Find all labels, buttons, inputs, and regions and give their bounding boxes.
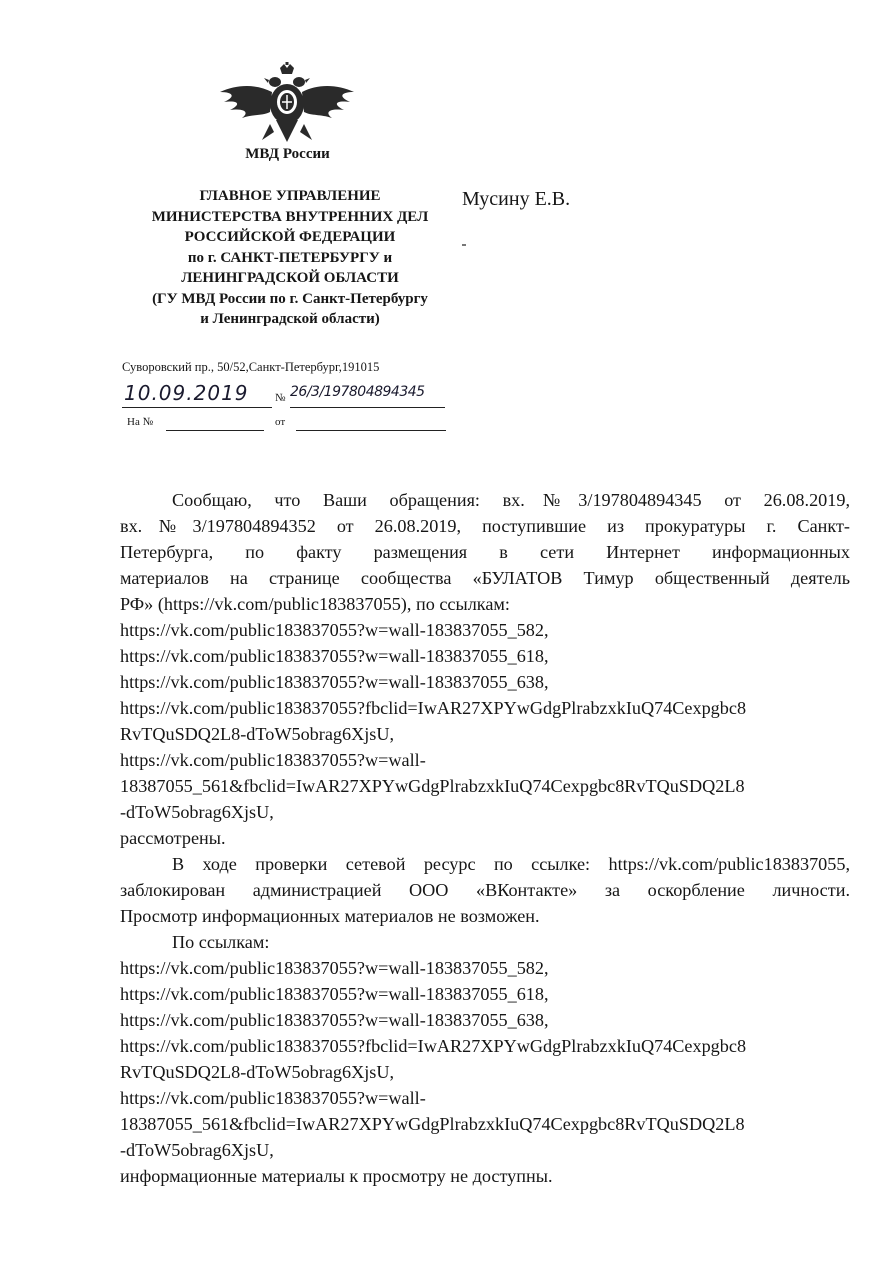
body-line: Просмотр информационных материалов не возможен. — [120, 906, 540, 926]
ministry-line: (ГУ МВД России по г. Санкт-Петербургу — [152, 290, 428, 307]
body-line: заблокирован администрацией ООО «ВКонтакте» за оскорбление личности. — [120, 880, 850, 900]
ministry-line: РОССИЙСКОЙ ФЕДЕРАЦИИ — [184, 229, 396, 245]
body-link: https://vk.com/public183837055?w=wall- — [120, 1088, 426, 1108]
body-link: https://vk.com/public183837055?w=wall-183837055_582, — [120, 620, 549, 640]
body-link: https://vk.com/public183837055?w=wall-183837055_618, — [120, 646, 549, 666]
ministry-line: и Ленинградской области) — [200, 311, 380, 327]
number-label: № — [275, 392, 286, 404]
body-link: RvTQuSDQ2L8-dToW5obrag6XjsU, — [120, 724, 395, 744]
ministry-line: МИНИСТЕРСТВА ВНУТРЕННИХ ДЕЛ — [151, 208, 429, 225]
ministry-line: ГЛАВНОЕ УПРАВЛЕНИЕ — [199, 188, 381, 204]
body-link: https://vk.com/public183837055?w=wall-183837055_582, — [120, 958, 549, 978]
body-line: материалов на странице сообщества «БУЛАТОВ Тимур общественный деятель — [120, 568, 850, 588]
body-link: https://vk.com/public183837055?w=wall- — [120, 750, 426, 770]
agency-name: МВД России — [245, 146, 330, 162]
body-link: 18387055_561&fbclid=IwAR27XPYwGdgPlrabzxkIuQ74Cexpgbc8RvTQuSDQ2L8 — [120, 776, 745, 796]
body-line: Петербурга, по факту размещения в сети Интернет информационных — [120, 542, 850, 562]
body-link: https://vk.com/public183837055?w=wall-183837055_618, — [120, 984, 549, 1004]
letter-date: 10.09.2019 — [124, 381, 249, 405]
body-line: рассмотрены. — [120, 828, 226, 848]
letter-number: 26/3/197804894345 — [290, 384, 425, 400]
body-link: https://vk.com/public183837055?fbclid=IwAR27XPYwGdgPlrabzxkIuQ74Cexpgbc8 — [120, 1036, 747, 1056]
body-link: 18387055_561&fbclid=IwAR27XPYwGdgPlrabzxkIuQ74Cexpgbc8RvTQuSDQ2L8 — [120, 1114, 745, 1134]
sender-address: Суворовский пр., 50/52,Санкт-Петербург,191015 — [122, 360, 380, 374]
ministry-name-block — [120, 186, 460, 330]
body-link: -dToW5obrag6XjsU, — [120, 1140, 274, 1160]
ministry-line: по г. САНКТ-ПЕТЕРБУРГУ и — [187, 249, 393, 266]
body-link: https://vk.com/public183837055?fbclid=IwAR27XPYwGdgPlrabzxkIuQ74Cexpgbc8 — [120, 698, 747, 718]
letter-body — [120, 487, 850, 1189]
reply-to-number-underline — [166, 418, 264, 431]
body-line: В ходе проверки сетевой ресурс по ссылке: https://vk.com/public183837055, — [172, 854, 850, 874]
body-line: По ссылкам: — [172, 932, 270, 952]
reply-to-number-label: На № — [127, 416, 154, 428]
reply-to-date-underline — [296, 418, 446, 431]
body-line: РФ» (https://vk.com/public183837055), по ссылкам: — [120, 594, 510, 614]
mvd-emblem-icon — [212, 62, 362, 152]
body-line: Сообщаю, что Ваши обращения: вх.№3/197804894345 от 26.08.2019, — [172, 490, 850, 510]
body-link: https://vk.com/public183837055?w=wall-183837055_638, — [120, 1010, 549, 1030]
scan-mark — [462, 244, 466, 246]
ministry-line: ЛЕНИНГРАДСКОЙ ОБЛАСТИ — [181, 270, 399, 286]
reply-to-date-label: от — [275, 416, 286, 428]
recipient-name: Мусину Е.В. — [462, 188, 571, 210]
body-link: https://vk.com/public183837055?w=wall-183837055_638, — [120, 672, 549, 692]
body-link: RvTQuSDQ2L8-dToW5obrag6XjsU, — [120, 1062, 395, 1082]
body-line: информационные материалы к просмотру не доступны. — [120, 1166, 553, 1186]
body-link: -dToW5obrag6XjsU, — [120, 802, 274, 822]
body-line: вх.№3/197804894352 от 26.08.2019, поступившие из прокуратуры г. Санкт- — [120, 516, 850, 536]
